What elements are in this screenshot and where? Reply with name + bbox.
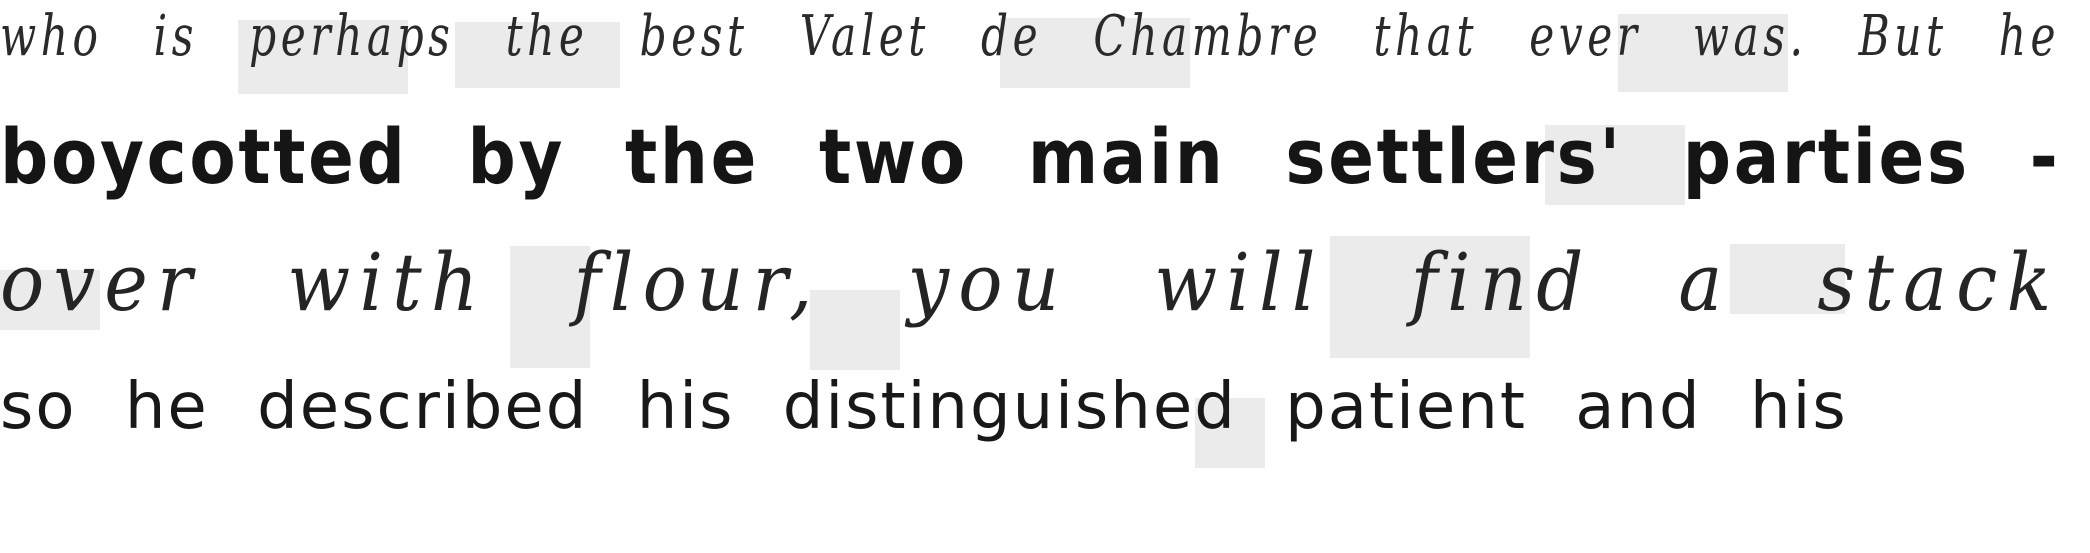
- handwriting-line-3: over with flour, you will find a stack: [0, 236, 2061, 329]
- handwriting-line-4: so he described his distinguished patient and his: [0, 370, 1848, 444]
- handwriting-line-1: who is perhaps the best Valet de Chambre that ever was. But he: [0, 4, 2061, 69]
- handwriting-line-2: boycotted by the two main settlers' parties -: [0, 112, 2061, 201]
